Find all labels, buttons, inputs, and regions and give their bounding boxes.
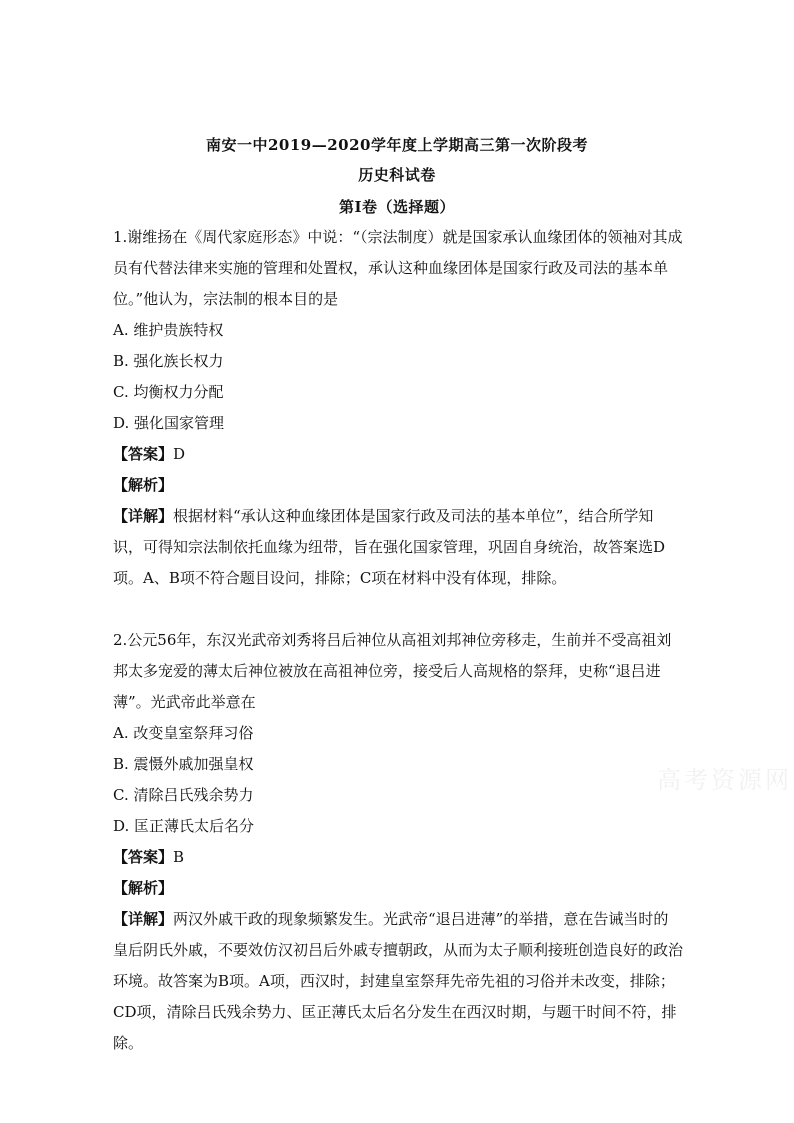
detail-label: 【详解】 xyxy=(113,507,174,525)
analysis-label: 【解析】 xyxy=(113,476,174,494)
answer-label: 【答案】 xyxy=(113,848,174,866)
section-title: 第Ⅰ卷（选择题） xyxy=(338,198,456,216)
option-c: C. 清除吕氏残余势力 xyxy=(113,786,254,804)
detail-text: 两汉外戚干政的现象频繁发生。光武帝“退吕进薄”的举措，意在告诫当时的皇后阴氏外戚，不要效仿汉初吕后外戚专擅朝政，从而为太子顺利接班创造良好的政治环境。故答案为B项。A项，西汉时，封建皇室祭拜先帝先祖的习俗并未改变，排除；CD项，清除吕氏残余势力、匡正薄氏太后名分发生在西汉时期，与题干时间不符，排除。 xyxy=(113,910,684,1052)
question-2 xyxy=(113,625,683,1059)
question-stem: 1.谢维扬在《周代家庭形态》中说：“（宗法制度）就是国家承认血缘团体的领袖对其成员有代替法律来实施的管理和处置权，承认这种血缘团体是国家行政及司法的基本单位。”他认为，宗法制的根本目的是 xyxy=(113,228,683,308)
question-1 xyxy=(113,222,683,594)
answer-value: B xyxy=(173,848,185,866)
option-d: D. 强化国家管理 xyxy=(113,414,225,432)
school-title: 南安一中2019—2020学年度上学期高三第一次阶段考 xyxy=(206,136,588,154)
detail-paragraph xyxy=(113,501,683,594)
answer-line xyxy=(113,439,683,470)
option-a: A. 维护贵族特权 xyxy=(113,321,224,339)
question-stem: 2.公元56年，东汉光武帝刘秀将吕后神位从高祖刘邦神位旁移走，生前并不受高祖刘邦太多宠爱的薄太后神位被放在高祖神位旁，接受后人高规格的祭拜，史称“退吕进薄”。光武帝此举意在 xyxy=(113,631,672,711)
analysis-label: 【解析】 xyxy=(113,879,174,897)
detail-label: 【详解】 xyxy=(113,910,174,928)
option-b: B. 强化族长权力 xyxy=(113,352,224,370)
detail-text: 根据材料“承认这种血缘团体是国家行政及司法的基本单位”，结合所学知识，可得知宗法制依托血缘为纽带，旨在强化国家管理，巩固自身统治，故答案选D项。A、B项不符合题目设问，排除；C项在材料中没有体现，排除。 xyxy=(113,507,666,587)
detail-paragraph xyxy=(113,904,683,1059)
answer-value: D xyxy=(173,445,186,463)
option-a: A. 改变皇室祭拜习俗 xyxy=(113,724,254,742)
watermark: 高考资源网 xyxy=(657,766,792,794)
answer-label: 【答案】 xyxy=(113,445,174,463)
option-b: B. 震慑外戚加强皇权 xyxy=(113,755,254,773)
subject-title: 历史科试卷 xyxy=(358,166,436,184)
option-c: C. 均衡权力分配 xyxy=(113,383,224,401)
option-d: D. 匡正薄氏太后名分 xyxy=(113,817,255,835)
answer-line xyxy=(113,842,683,873)
